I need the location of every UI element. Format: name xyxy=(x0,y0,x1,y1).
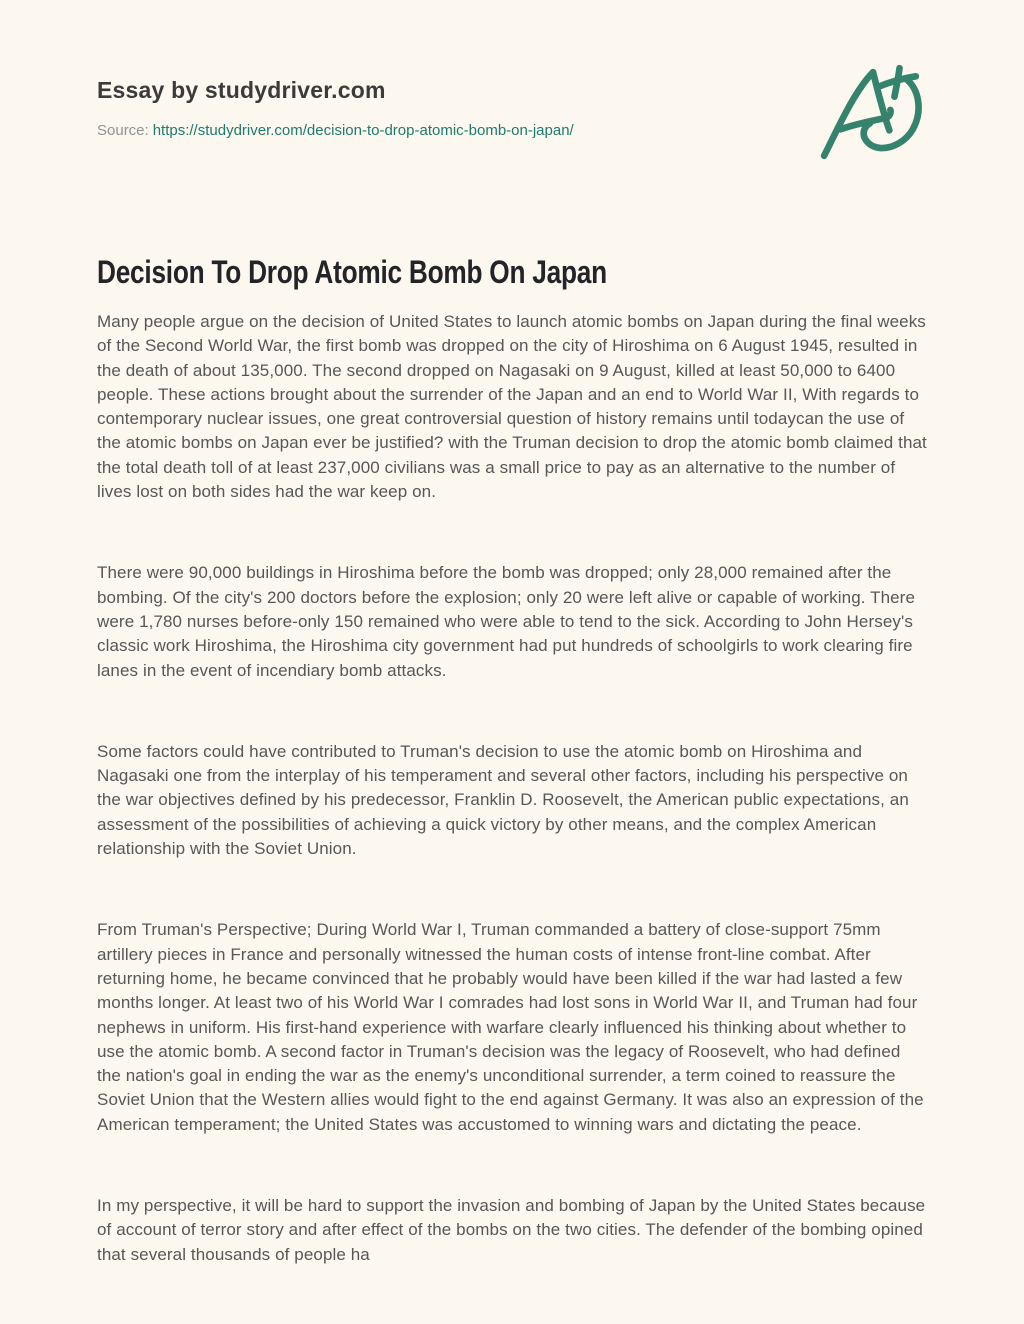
source-line xyxy=(97,121,574,141)
essay-paragraph: In my perspective, it will be hard to support the invasion and bombing of Japan by the United States because of account of terror story and after effect of the bombs on the two cities. The defender of the bombing opined that several thousands of people ha xyxy=(97,1196,926,1264)
essay-paragraph: Many people argue on the decision of United States to launch atomic bombs on Japan during the final weeks of the Second World War, the first bomb was dropped on the city of Hiroshima on 6 August 1945, resulted in the death of about 135,000. The second dropped on Nagasaki on 9 August, killed at least 50,000 to 6400 people. These actions brought about the surrender of the Japan and an end to World War II, With regards to contemporary nuclear issues, one great controversial question of history remains until todaycan the use of the atomic bombs on Japan ever be justified? with the Truman decision to drop the atomic bomb claimed that the total death toll of at least 237,000 civilians was a small price to pay as an alternative to the number of lives lost on both sides had the war keep on. xyxy=(97,312,927,502)
source-url-link[interactable]: https://studydriver.com/decision-to-drop-atomic-bomb-on-japan/ xyxy=(152,122,574,139)
studydriver-a-plus-logo-icon xyxy=(818,64,924,162)
essay-title: Decision To Drop Atomic Bomb On Japan xyxy=(97,254,607,290)
site-header-title: Essay by studydriver.com xyxy=(97,77,386,103)
source-label: Source: xyxy=(97,122,149,139)
essay-body xyxy=(97,310,929,1324)
essay-paragraph: There were 90,000 buildings in Hiroshima before the bomb was dropped; only 28,000 remained after the bombing. Of the city's 200 doctors before the explosion; only 20 were left alive or capable of working. There were 1,780 nurses before-only 150 remained who were able to tend to the sick. According to John Hersey's classic work Hiroshima, the Hiroshima city government had put hundreds of schoolgirls to work clearing fire lanes in the event of incendiary bomb attacks. xyxy=(97,563,916,680)
essay-paragraph: From Truman's Perspective; During World War I, Truman commanded a battery of close-support 75mm artillery pieces in France and personally witnessed the human costs of intense front-line combat. After returning home, he became convinced that he probably would have been killed if the war had lasted a few months longer. At least two of his World War I comrades had lost sons in World War II, and Truman had four nephews in uniform. His first-hand experience with warfare clearly influenced his thinking about whether to use the atomic bomb. A second factor in Truman's decision was the legacy of Roosevelt, who had defined the nation's goal in ending the war as the enemy's unconditional surrender, a term coined to reassure the Soviet Union that the Western allies would fight to the end against Germany. It was also an expression of the American temperament; the United States was accustomed to winning wars and dictating the peace. xyxy=(97,920,924,1134)
essay-paragraph: Some factors could have contributed to Truman's decision to use the atomic bomb on Hiroshima and Nagasaki one from the interplay of his temperament and several other factors, including his perspective on the war objectives defined by his predecessor, Franklin D. Roosevelt, the American public expectations, an assessment of the possibilities of achieving a quick victory by other means, and the complex American relationship with the Soviet Union. xyxy=(97,741,909,859)
